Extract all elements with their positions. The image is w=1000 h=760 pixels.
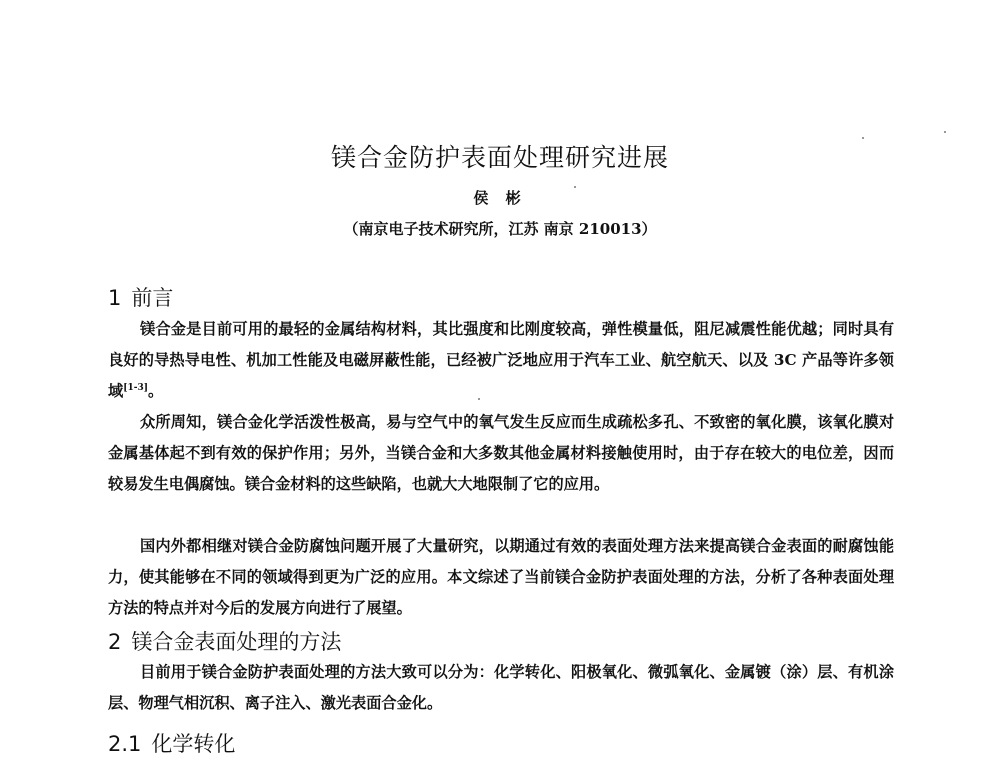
- paragraph-text: 众所周知，镁合金化学活泼性极高，易与空气中的氧气发生反应而生成疏松多孔、不致密的氧化膜，该氧化膜对金属基体起不到有效的保护作用；另外，当镁合金和大多数其他金属材料接触使用时，由于存在较大的电位差，因而较易发生电偶腐蚀。镁合金材料的这些缺陷，也就大大地限制了它的应用。: [108, 413, 894, 493]
- section-2-1-heading: [108, 728, 235, 758]
- scan-speck: [944, 131, 946, 133]
- section-number: 1: [108, 286, 122, 310]
- section-number: 2.1: [108, 732, 142, 756]
- paper-title: 镁合金防护表面处理研究进展: [330, 143, 669, 172]
- author-name: 侯 彬: [473, 189, 527, 207]
- scan-speck: [862, 137, 864, 139]
- paragraph-text: 镁合金是目前可用的最轻的金属结构材料，其比强度和比刚度较高，弹性模量低，阻尼减震性能优越；同时具有良好的导热导电性、机加工性能及电磁屏蔽性能，已经被广泛地应用于汽车工业、航空航天、以及 3C 产品等许多领域: [108, 320, 894, 400]
- author-affiliation: （南京电子技术研究所，江苏 南京 210013）: [343, 220, 657, 238]
- section-1-paragraph-1: [108, 314, 894, 407]
- section-1-paragraph-2: [108, 407, 894, 500]
- section-number: 2: [108, 630, 122, 654]
- section-title: 化学转化: [151, 732, 236, 756]
- section-1-paragraph-3: [108, 531, 894, 624]
- paragraph-text: 目前用于镁合金防护表面处理的方法大致可以分为：化学转化、阳极氧化、微弧氧化、金属镀（涂）层、有机涂层、物理气相沉积、离子注入、激光表面合金化。: [108, 663, 894, 712]
- section-2-heading: [108, 626, 341, 656]
- section-2-paragraph-1: [108, 657, 894, 719]
- section-title: 镁合金表面处理的方法: [131, 630, 342, 654]
- paragraph-tail: 。: [147, 382, 164, 400]
- scan-speck: [478, 398, 480, 400]
- paragraph-text: 国内外都相继对镁合金防腐蚀问题开展了大量研究，以期通过有效的表面处理方法来提高镁合金表面的耐腐蚀能力，使其能够在不同的领域得到更为广泛的应用。本文综述了当前镁合金防护表面处理的方法，分析了各种表面处理方法的特点并对今后的发展方向进行了展望。: [108, 537, 894, 617]
- section-title: 前言: [131, 286, 174, 310]
- section-1-heading: [108, 282, 173, 312]
- citation-ref: [1-3]: [123, 382, 148, 393]
- scan-speck: [574, 186, 576, 188]
